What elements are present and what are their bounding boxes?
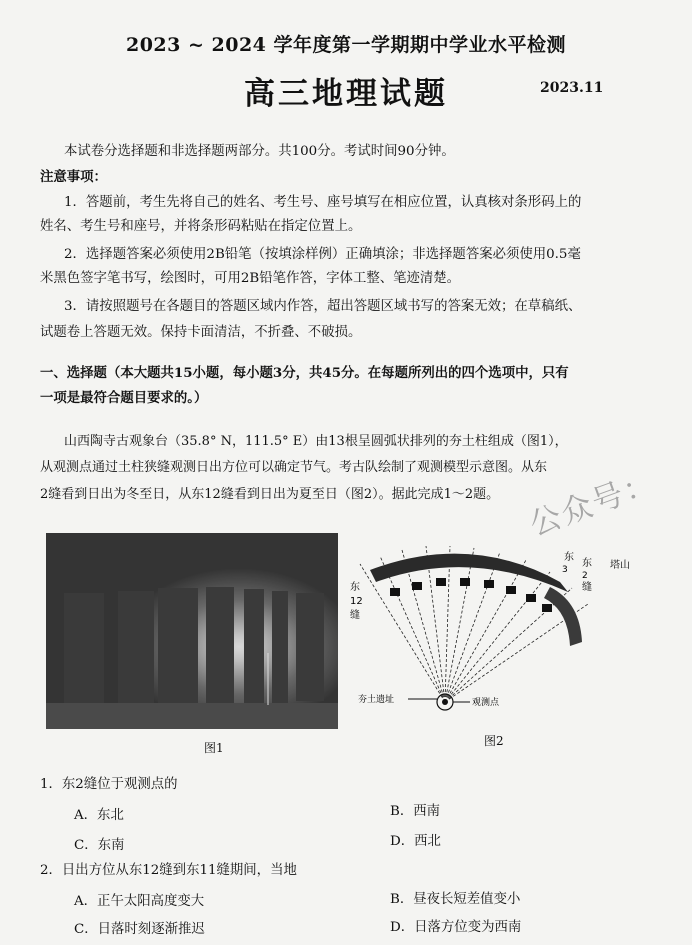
label-2: 2 bbox=[582, 571, 588, 581]
figure-1-caption: 图1 bbox=[204, 741, 224, 755]
label-observe: 观测点 bbox=[472, 698, 500, 708]
watermark: 公众号： bbox=[525, 464, 662, 544]
question-1-stem: 1．东2缝位于观测点的 bbox=[40, 777, 178, 792]
label-dong2: 东 bbox=[582, 558, 592, 569]
figure-2-caption: 图2 bbox=[484, 734, 504, 748]
label-feng2: 缝 bbox=[582, 582, 592, 593]
notice-title: 注意事项： bbox=[40, 169, 107, 185]
label-12: 12 bbox=[350, 596, 363, 607]
q2-option-c: C．日落时刻逐渐推迟 bbox=[74, 922, 205, 937]
question-2-stem: 2．日出方位从东12缝到东11缝期间，当地 bbox=[40, 863, 297, 878]
paper-title: 高三地理试题 bbox=[244, 76, 448, 112]
label-tashan: 塔山 bbox=[610, 560, 630, 571]
figure-1-photo bbox=[46, 533, 338, 729]
q1-option-c: C．东南 bbox=[74, 838, 125, 853]
q2-option-d: D．日落方位变为西南 bbox=[390, 920, 522, 935]
section-heading-2: 一项是最符合题目要求的。） bbox=[40, 390, 208, 406]
label-feng: 缝 bbox=[350, 610, 360, 621]
notice-3a: 3．请按照题号在各题目的答题区域内作答，超出答题区域书写的答案无效；在草稿纸、 bbox=[64, 299, 582, 314]
label-dong3: 东 bbox=[564, 552, 574, 563]
passage-line-1: 山西陶寺古观象台（35.8° N，111.5° E）由13根呈圆弧状排列的夯土柱组成（图1）， bbox=[64, 434, 568, 449]
notice-3b: 试题卷上答题无效。保持卡面清洁，不折叠、不破损。 bbox=[40, 325, 362, 340]
q2-option-b: B．昼夜长短差值变小 bbox=[390, 892, 521, 907]
notice-2a: 2．选择题答案必须使用2B铅笔（按填涂样例）正确填涂；非选择题答案必须使用0.5毫 bbox=[64, 247, 581, 262]
notice-1b: 姓名、考生号和座号，并将条形码粘贴在指定位置上。 bbox=[40, 219, 362, 234]
label-dong12: 东 bbox=[350, 582, 360, 593]
passage-line-2: 从观测点通过土柱狭缝观测日出方位可以确定节气。考古队绘制了观测模型示意图。从东 bbox=[40, 460, 548, 475]
q2-option-a: A．正午太阳高度变大 bbox=[74, 894, 205, 909]
q1-option-d: D．西北 bbox=[390, 834, 441, 849]
label-3: 3 bbox=[562, 565, 568, 575]
intro-line: 本试卷分选择题和非选择题两部分。共100分。考试时间90分钟。 bbox=[64, 144, 455, 159]
label-site: 夯土遗址 bbox=[358, 695, 395, 705]
section-heading-1: 一、选择题（本大题共15小题，每小题3分，共45分。在每题所列出的四个选项中，只有 bbox=[40, 365, 569, 381]
passage-line-3: 2缝看到日出为冬至日，从东12缝看到日出为夏至日（图2）。据此完成1～2题。 bbox=[40, 487, 500, 502]
exam-date: 2023.11 bbox=[540, 80, 604, 96]
q1-option-a: A．东北 bbox=[74, 808, 124, 823]
notice-1a: 1．答题前，考生先将自己的姓名、考生号、座号填写在相应位置，认真核对条形码上的 bbox=[64, 195, 582, 210]
figure-2-diagram bbox=[350, 542, 650, 732]
notice-2b: 米黑色签字笔书写，绘图时，可用2B铅笔作答，字体工整、笔迹清楚。 bbox=[40, 271, 461, 286]
q1-option-b: B．西南 bbox=[390, 804, 441, 819]
exam-header: 2023 ~ 2024 学年度第一学期期中学业水平检测 bbox=[125, 34, 567, 56]
